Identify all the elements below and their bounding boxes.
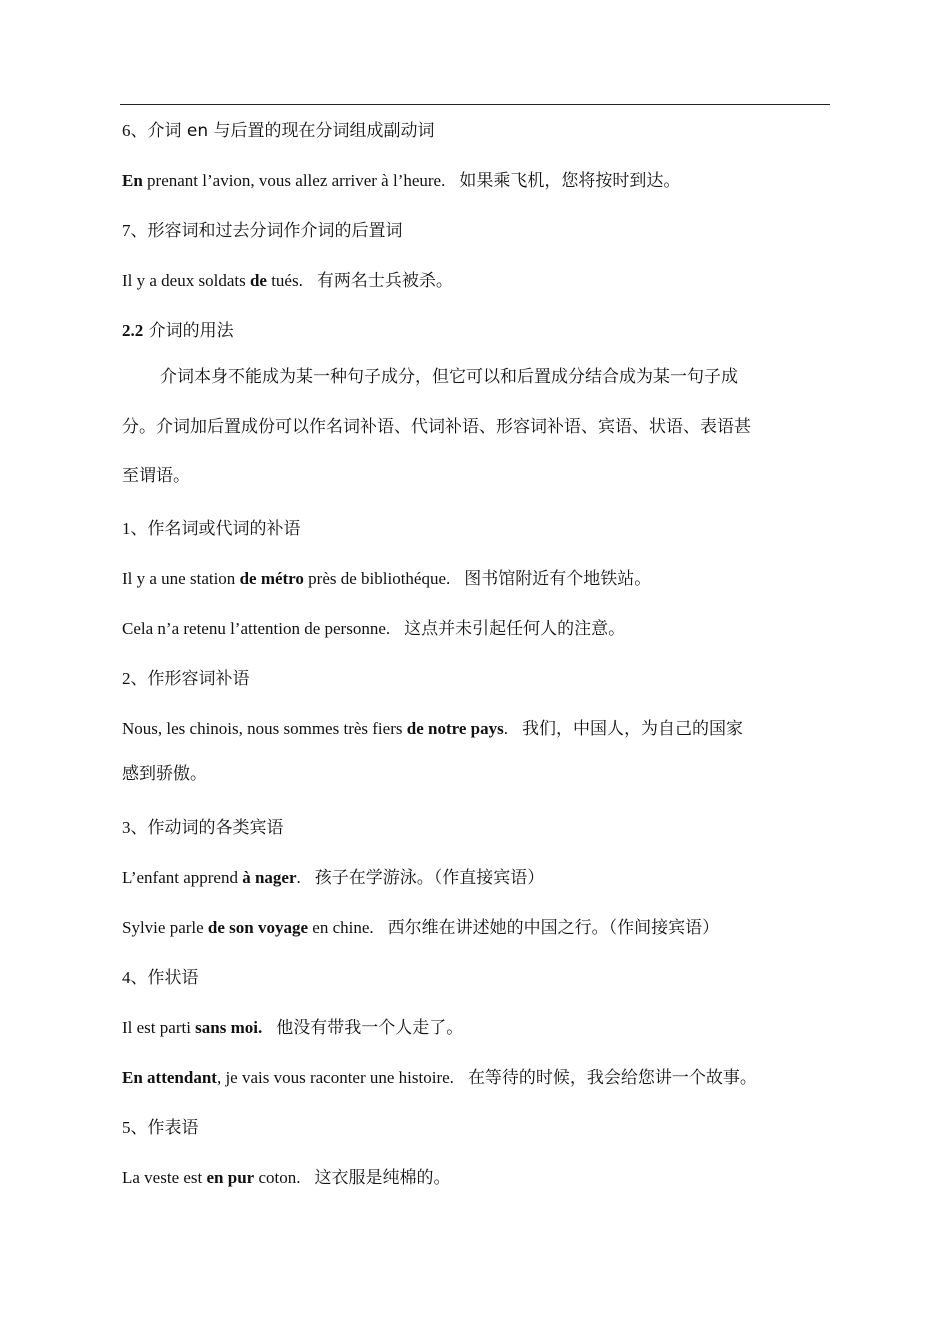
example-1a: Il y a une station de métro près de bibliothéque. 图书馆附近有个地铁站。 bbox=[122, 569, 652, 589]
heading-7: 7、形容词和过去分词作介词的后置词 bbox=[122, 221, 403, 241]
heading-usage-4: 4、作状语 bbox=[122, 968, 199, 988]
heading-usage-1: 1、作名词或代词的补语 bbox=[122, 519, 301, 539]
example-3a: L’enfant apprend à nager. 孩子在学游泳。（作直接宾语） bbox=[122, 868, 545, 888]
example-2-continuation: 感到骄傲。 bbox=[122, 764, 207, 784]
paragraph-line-3: 至谓语。 bbox=[122, 466, 190, 486]
example-6: En prenant l’avion, vous allez arriver à l’heure. 如果乘飞机，您将按时到达。 bbox=[122, 171, 681, 191]
example-7: Il y a deux soldats de tués. 有两名士兵被杀。 bbox=[122, 271, 453, 291]
example-5: La veste est en pur coton. 这衣服是纯棉的。 bbox=[122, 1168, 451, 1188]
example-3b: Sylvie parle de son voyage en chine. 西尔维在讲述她的中国之行。（作间接宾语） bbox=[122, 918, 720, 938]
heading-usage-3: 3、作动词的各类宾语 bbox=[122, 818, 284, 838]
heading-usage-5: 5、作表语 bbox=[122, 1118, 199, 1138]
heading-usage-2: 2、作形容词补语 bbox=[122, 669, 250, 689]
paragraph-line-1: 介词本身不能成为某一种句子成分，但它可以和后置成分结合成为某一句子成 bbox=[160, 367, 738, 387]
heading-6: 6、介词 en 与后置的现在分词组成副动词 bbox=[122, 121, 435, 141]
paragraph-line-2: 分。介词加后置成份可以作名词补语、代词补语、形容词补语、宾语、状语、表语甚 bbox=[122, 417, 751, 437]
example-4b: En attendant, je vais vous raconter une histoire. 在等待的时候，我会给您讲一个故事。 bbox=[122, 1068, 757, 1088]
section-2-2-heading: 2.2 介词的用法 bbox=[122, 321, 234, 341]
example-2: Nous, les chinois, nous sommes très fiers de notre pays. 我们，中国人，为自己的国家 bbox=[122, 719, 743, 739]
example-4a: Il est parti sans moi. 他没有带我一个人走了。 bbox=[122, 1018, 464, 1038]
header-rule bbox=[120, 104, 830, 105]
example-1b: Cela n’a retenu l’attention de personne. 这点并未引起任何人的注意。 bbox=[122, 619, 626, 639]
